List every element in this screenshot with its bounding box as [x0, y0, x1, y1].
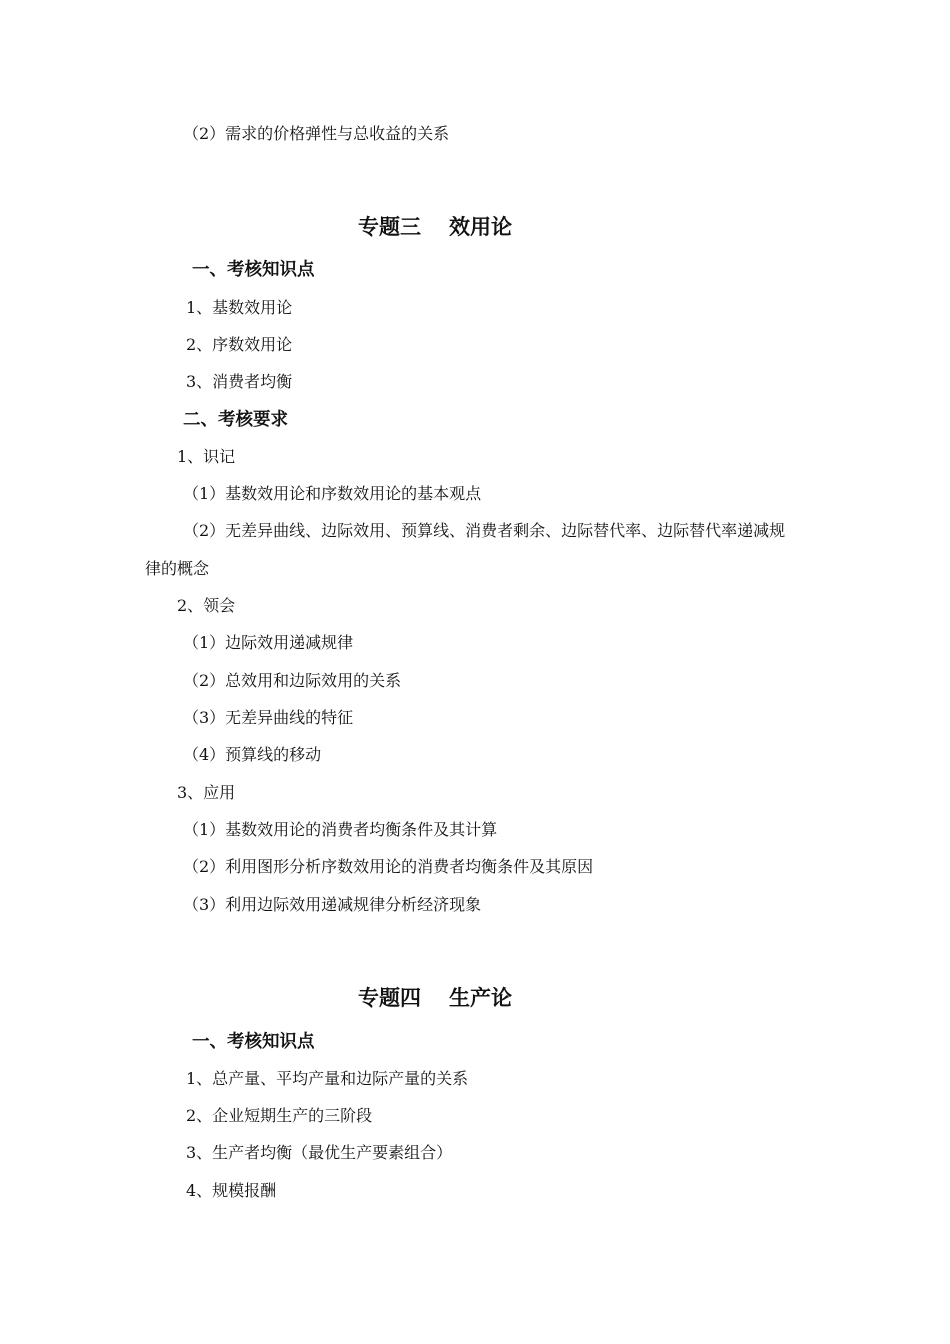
list-item: 2、序数效用论: [186, 335, 293, 354]
list-item: 1、基数效用论: [186, 298, 293, 317]
list-item: （1）基数效用论的消费者均衡条件及其计算: [183, 820, 498, 839]
list-item-continuation: 律的概念: [145, 559, 210, 578]
list-item: （2）利用图形分析序数效用论的消费者均衡条件及其原因: [183, 857, 594, 876]
list-item: 3、应用: [177, 783, 236, 802]
list-item: （3）利用边际效用递减规律分析经济现象: [183, 895, 482, 914]
list-item: 1、总产量、平均产量和边际产量的关系: [186, 1069, 469, 1088]
list-item: 2、领会: [177, 596, 236, 615]
section-title-name: 生产论: [449, 985, 512, 1010]
list-item: 2、企业短期生产的三阶段: [186, 1106, 373, 1125]
list-item: （1）边际效用递减规律: [183, 633, 354, 652]
list-item: 4、规模报酬: [186, 1181, 277, 1200]
list-item: 3、生产者均衡（最优生产要素组合）: [186, 1143, 453, 1162]
section-title-number: 专题四: [358, 985, 421, 1010]
list-item: 1、识记: [177, 447, 236, 466]
section-title-name: 效用论: [449, 214, 512, 239]
subsection-heading: 一、考核知识点: [192, 260, 315, 280]
list-item: （2）总效用和边际效用的关系: [183, 671, 402, 690]
section-title-number: 专题三: [358, 214, 421, 239]
section-title: [0, 985, 870, 1011]
subsection-heading: 一、考核知识点: [192, 1032, 315, 1052]
text-line: （2）需求的价格弹性与总收益的关系: [183, 124, 450, 143]
list-item: （3）无差异曲线的特征: [183, 708, 354, 727]
list-item: （1）基数效用论和序数效用论的基本观点: [183, 484, 482, 503]
subsection-heading: 二、考核要求: [183, 410, 288, 430]
list-item: 3、消费者均衡: [186, 372, 293, 391]
list-item: （4）预算线的移动: [183, 745, 322, 764]
list-item: （2）无差异曲线、边际效用、预算线、消费者剩余、边际替代率、边际替代率递减规: [183, 521, 786, 540]
section-title: [0, 214, 870, 240]
